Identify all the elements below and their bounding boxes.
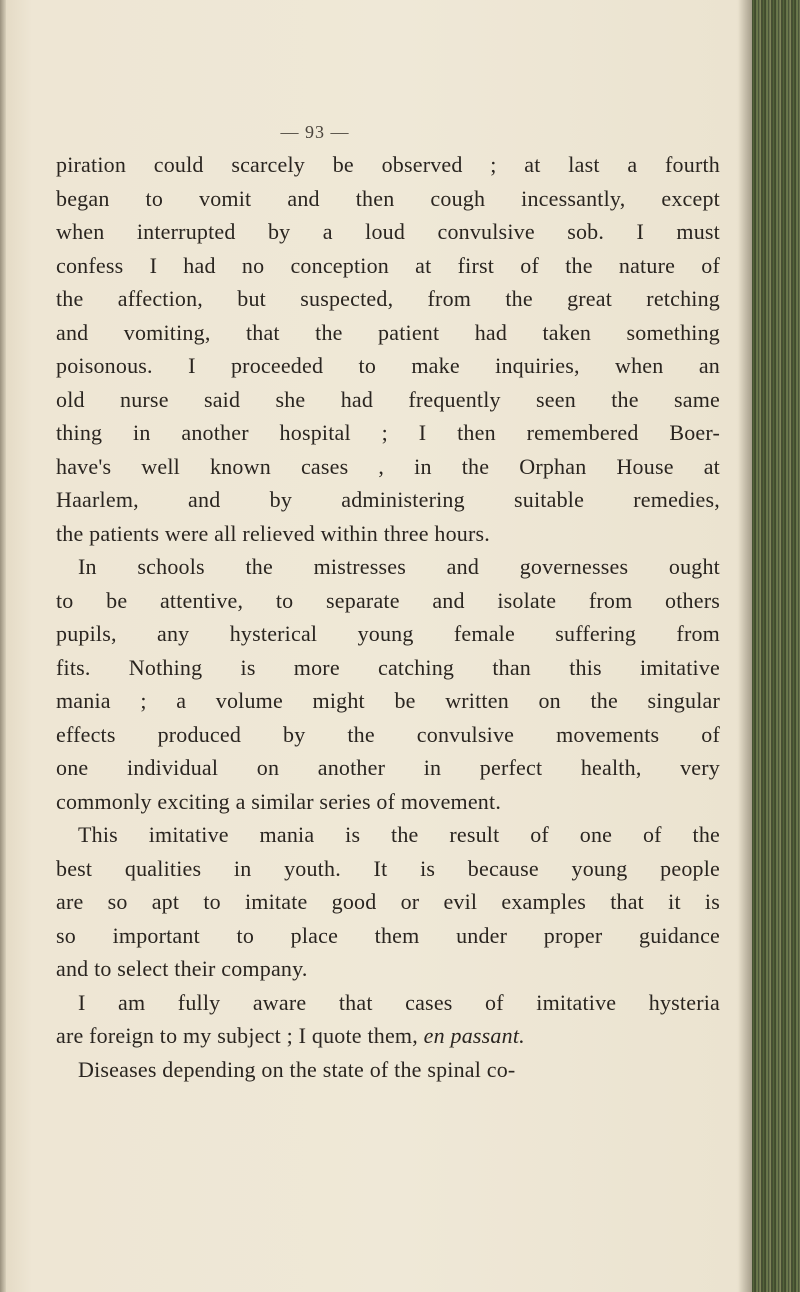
text-line: piration could scarcely be observed ; at last a fourth — [56, 152, 720, 177]
text-line: and to select their company. — [56, 956, 308, 981]
italic-phrase: en passant. — [423, 1023, 525, 1048]
text-line: fits. Nothing is more catching than this imitative — [56, 654, 720, 680]
page-left-edge — [0, 0, 6, 1292]
text-line: Haarlem, and by administering suitable remedies, — [56, 487, 720, 512]
text-line: best qualities in youth. It is because young people — [56, 855, 720, 881]
text-line: commonly exciting a similar series of movement. — [56, 788, 502, 814]
text-line: so important to place them under proper guidance — [56, 922, 720, 948]
paragraph-start-line: This imitative mania is the result of one of the — [78, 822, 720, 847]
text-line: mania ; a volume might be written on the singular — [56, 688, 720, 713]
text-line: are so apt to imitate good or evil examples that it is — [56, 889, 720, 914]
body-text — [56, 148, 720, 1086]
text-line: poisonous. I proceeded to make inquiries, when an — [56, 353, 720, 378]
text-line: began to vomit and then cough incessantly, except — [56, 185, 720, 211]
paragraph-start-line: Diseases depending on the state of the spinal co- — [78, 1056, 516, 1082]
text-line: one individual on another in perfect health, very — [56, 755, 720, 780]
text-line: the patients were all relieved within three hours. — [56, 520, 490, 546]
text-line: to be attentive, to separate and isolate from others — [56, 587, 720, 613]
book-spine-edge — [752, 0, 800, 1292]
text-line: pupils, any hysterical young female suffering from — [56, 621, 720, 646]
paragraph-start-line: In schools the mistresses and governesses ought — [78, 554, 720, 579]
text-line: the affection, but suspected, from the great retching — [56, 286, 720, 311]
text-line: effects produced by the convulsive movements of — [56, 721, 720, 747]
text-line: thing in another hospital ; I then remembered Boer- — [56, 420, 720, 445]
text-line — [56, 1019, 720, 1053]
text-line: have's well known cases , in the Orphan House at — [56, 453, 720, 479]
text-line: when interrupted by a loud convulsive sob. I must — [56, 219, 720, 244]
text-line: confess I had no conception at first of the nature of — [56, 252, 720, 278]
text-line: old nurse said she had frequently seen the same — [56, 386, 720, 412]
page-number: — 93 — — [280, 122, 350, 142]
paragraph-start-line: I am fully aware that cases of imitative hysteria — [78, 989, 720, 1015]
text-span: are foreign to my subject ; I quote them, — [56, 1023, 418, 1048]
text-line: and vomiting, that the patient had taken something — [56, 319, 720, 345]
page-gutter-shadow — [738, 0, 752, 1292]
